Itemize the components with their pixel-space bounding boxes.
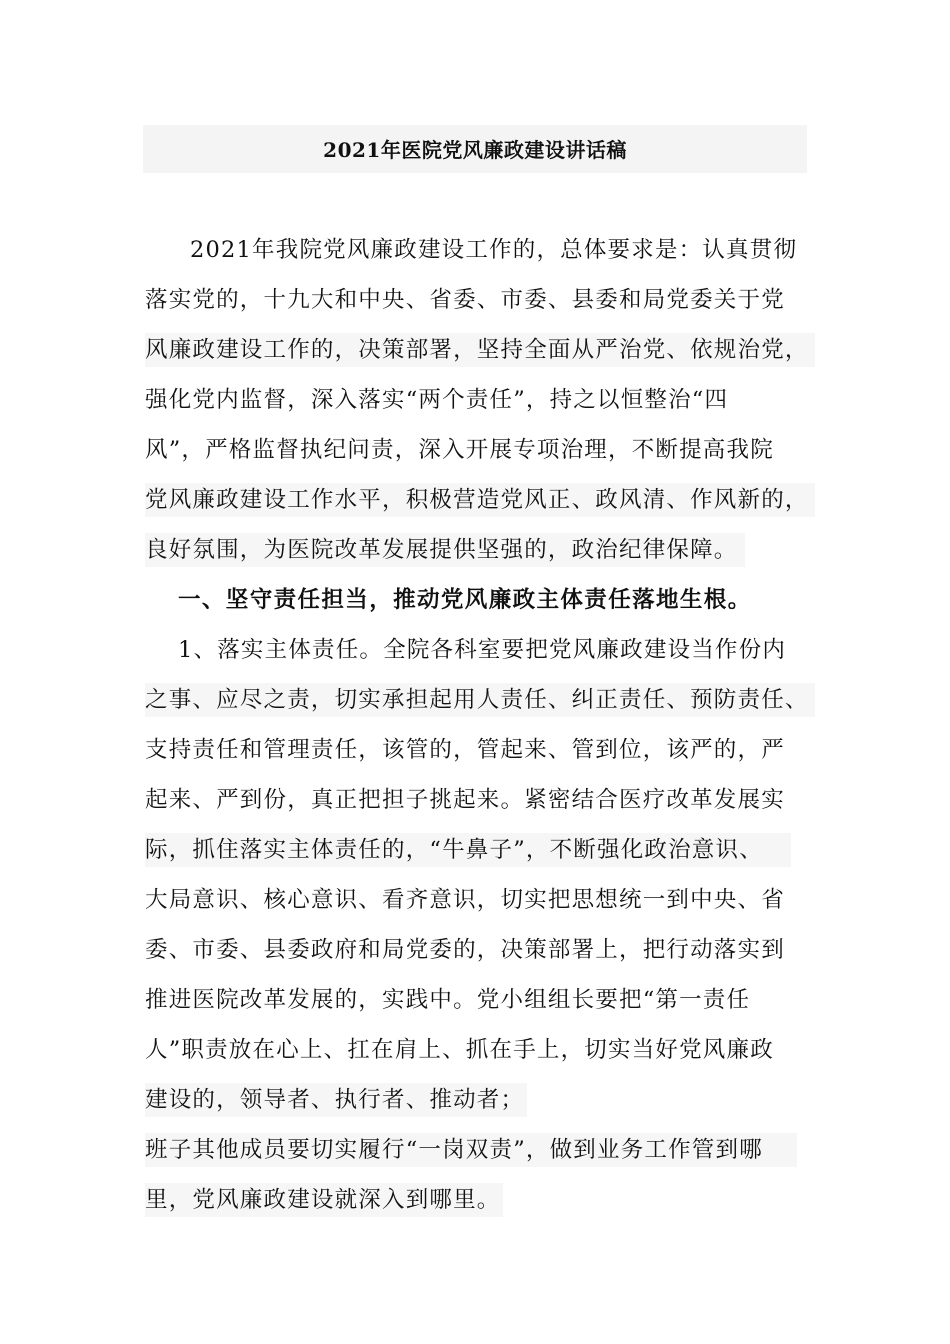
paragraph-line: 人”职责放在心上、扛在肩上、抓在手上，切实当好党风廉政 — [145, 1037, 774, 1063]
paragraph-line: 风廉政建设工作的，决策部署，坚持全面从严治党、依规治党， — [145, 333, 815, 367]
paragraph-line: 班子其他成员要切实履行“一岗双责”，做到业务工作管到哪 — [145, 1133, 797, 1167]
paragraph-line: 强化党内监督，深入落实“两个责任”，持之以恒整治“四 — [145, 387, 729, 413]
paragraph-line: 大局意识、核心意识、看齐意识，切实把思想统一到中央、省 — [145, 887, 785, 913]
paragraph-line: 党风廉政建设工作水平，积极营造党风正、政风清、作风新的， — [145, 483, 815, 517]
paragraph-line: 起来、严到份，真正把担子挑起来。紧密结合医疗改革发展实 — [145, 787, 785, 813]
paragraph-line: 推进医院改革发展的，实践中。党小组组长要把“第一责任 — [145, 987, 751, 1013]
paragraph-line: 之事、应尽之责，切实承担起用人责任、纠正责任、预防责任、 — [145, 683, 815, 717]
document-title: 2021年医院党风廉政建设讲话稿 — [143, 125, 807, 173]
paragraph-line: 风”，严格监督执纪问责，深入开展专项治理，不断提高我院 — [145, 437, 774, 463]
paragraph-line: 良好氛围，为医院改革发展提供坚强的，政治纪律保障。 — [145, 533, 745, 567]
paragraph-line: 委、市委、县委政府和局党委的，决策部署上，把行动落实到 — [145, 937, 785, 963]
paragraph-line: 支持责任和管理责任，该管的，管起来、管到位，该严的，严 — [145, 737, 785, 763]
paragraph-line: 际，抓住落实主体责任的，“牛鼻子”，不断强化政治意识、 — [145, 833, 791, 867]
paragraph-line: 1、落实主体责任。全院各科室要把党风廉政建设当作份内 — [178, 637, 787, 663]
section-heading: 一、坚守责任担当，推动党风廉政主体责任落地生根。 — [178, 587, 752, 613]
paragraph-line: 建设的，领导者、执行者、推动者； — [145, 1083, 527, 1117]
paragraph-line: 里，党风廉政建设就深入到哪里。 — [145, 1183, 503, 1217]
paragraph-line: 2021年我院党风廉政建设工作的，总体要求是：认真贯彻 — [190, 237, 798, 263]
paragraph-line: 落实党的，十九大和中央、省委、市委、县委和局党委关于党 — [145, 287, 785, 313]
